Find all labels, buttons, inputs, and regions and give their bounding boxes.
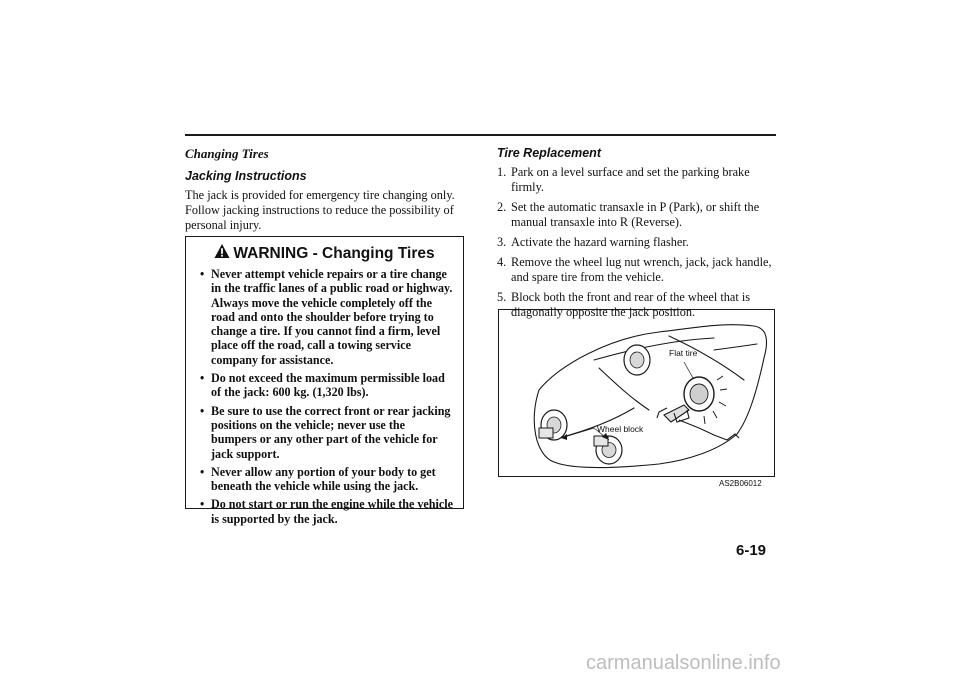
warning-item: • Do not exceed the maximum permissible load of the jack: 600 kg. (1,320 lbs).: [200, 371, 453, 400]
step-number: 3.: [497, 235, 507, 249]
wheel-block-figure: [498, 309, 775, 477]
step-number: 5.: [497, 290, 507, 304]
step-text: Remove the wheel lug nut wrench, jack, jack handle, and spare tire from the vehicle.: [511, 255, 772, 284]
left-column: [185, 146, 467, 233]
warning-title: [186, 245, 463, 263]
step-text: Activate the hazard warning flasher.: [511, 235, 689, 249]
page-number: 6-19: [736, 542, 767, 559]
section-title: Changing Tires: [185, 146, 269, 161]
step-text: Set the automatic transaxle in P (Park), or shift the manual transaxle into R (Reverse).: [511, 200, 760, 229]
warning-item: • Be sure to use the correct front or rear jacking positions on the vehicle; never use the bumpers or any other part of the vehicle for jack support.: [200, 404, 453, 461]
warning-item: • Never allow any portion of your body to get beneath the vehicle while using the jack.: [200, 465, 453, 494]
warning-icon: [214, 243, 230, 259]
wheel-front-left: [624, 345, 650, 375]
step-item: [497, 165, 776, 195]
intro-paragraph: The jack is provided for emergency tire changing only. Follow jacking instructions to reduce the possibility of personal injury.: [185, 188, 455, 232]
warning-list: [186, 267, 463, 526]
step-item: [497, 235, 776, 250]
steps-list: [497, 165, 776, 320]
warning-item: • Do not start or run the engine while the vehicle is supported by the jack.: [200, 497, 453, 526]
step-text: Park on a level surface and set the parking brake firmly.: [511, 165, 750, 194]
warning-item: • Never attempt vehicle repairs or a tire change in the traffic lanes of a public road or highway. Always move the vehicle completely off the road and onto the shoulder before trying to change a tire. If you cannot find a firm, level place off the road, call a towing service company for assistance.: [200, 267, 453, 367]
header-rule: [185, 134, 776, 136]
jacking-instructions-heading: Jacking Instructions: [185, 169, 307, 183]
step-text: Block both the front and rear of the wheel that is diagonally opposite the jack position.: [511, 290, 751, 319]
step-item: [497, 255, 776, 285]
wheel-rear-right: [594, 436, 622, 464]
figure-code: AS2B06012: [719, 479, 762, 488]
wheel-rear-left: [539, 410, 567, 440]
step-number: 4.: [497, 255, 507, 269]
warning-title-text: WARNING - Changing Tires: [233, 245, 435, 262]
step-item: [497, 200, 776, 230]
wheel-block-label: Wheel block: [597, 424, 644, 434]
watermark: carmanualsonline.info: [586, 652, 781, 674]
wheel-flat-tire: [684, 376, 727, 424]
tire-replacement-heading: Tire Replacement: [497, 146, 601, 160]
car-illustration: [499, 310, 774, 476]
step-number: 2.: [497, 200, 507, 214]
step-number: 1.: [497, 165, 507, 179]
wheel-block-shape: [539, 428, 553, 438]
warning-box: [185, 236, 464, 526]
flat-tire-label: Flat tire: [669, 348, 698, 358]
right-column: [497, 146, 776, 325]
